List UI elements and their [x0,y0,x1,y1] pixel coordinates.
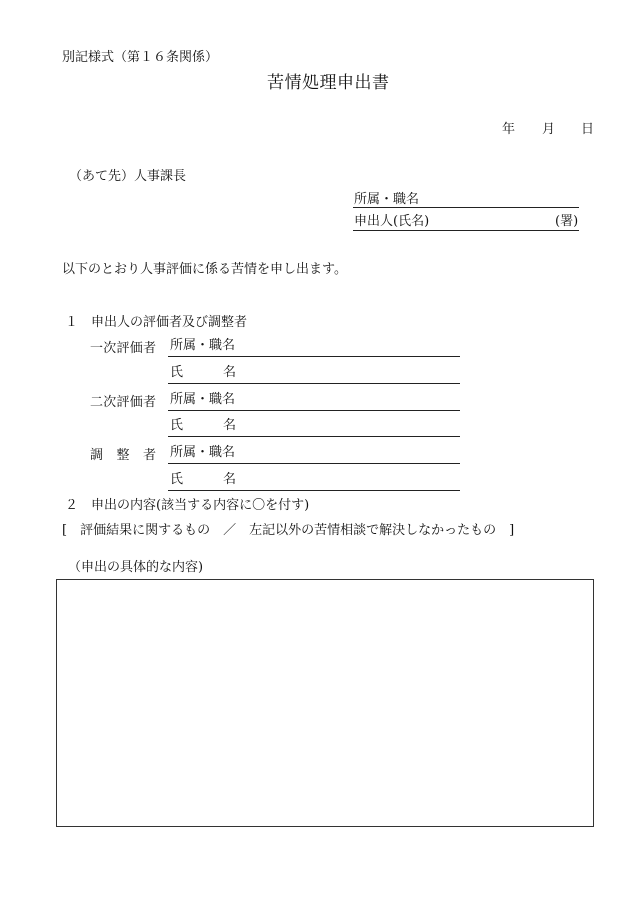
adjuster-name-field[interactable] [168,470,460,491]
affiliation-label: 所属・職名 [170,392,236,407]
seal-mark: (署) [555,214,579,229]
evaluator-role: 二次評価者 [90,395,156,410]
details-label: （申出の具体的な内容) [68,560,204,575]
intro-text: 以下のとおり人事評価に係る苦情を申し出ます。 [62,262,347,277]
applicant-affiliation-field[interactable] [353,207,579,208]
primary-name-field[interactable] [168,363,460,384]
page-title: 苦情処理申出書 [267,73,390,93]
date-month-label: 月 [542,122,556,137]
secondary-name-field[interactable] [168,416,460,437]
affiliation-label: 所属・職名 [170,338,236,353]
applicant-affiliation-label: 所属・職名 [354,192,420,207]
addressee: （あて先）人事課長 [69,169,187,184]
applicant-name-label: 申出人(氏名) [354,214,430,229]
section1-heading: １ 申出人の評価者及び調整者 [65,315,248,330]
complaint-type-options[interactable]: [ 評価結果に関するもの ／ 左記以外の苦情相談で解決しなかったもの ] [62,523,515,538]
date-day-label: 日 [581,122,595,137]
details-textbox[interactable] [56,579,594,827]
name-label: 氏名 [170,472,236,487]
adjuster-affiliation-field[interactable] [168,443,460,464]
section2-heading: ２ 申出の内容(該当する内容に〇を付す) [65,498,310,513]
name-label: 氏名 [170,365,236,380]
affiliation-label: 所属・職名 [170,445,236,460]
date-year-label: 年 [502,122,516,137]
evaluator-role: 一次評価者 [90,341,156,356]
primary-affiliation-field[interactable] [168,336,460,357]
secondary-affiliation-field[interactable] [168,390,460,411]
evaluator-role: 調整者 [90,448,156,463]
name-label: 氏名 [170,418,236,433]
applicant-name-field[interactable] [353,230,579,231]
form-reference: 別記様式（第１６条関係） [62,50,219,65]
